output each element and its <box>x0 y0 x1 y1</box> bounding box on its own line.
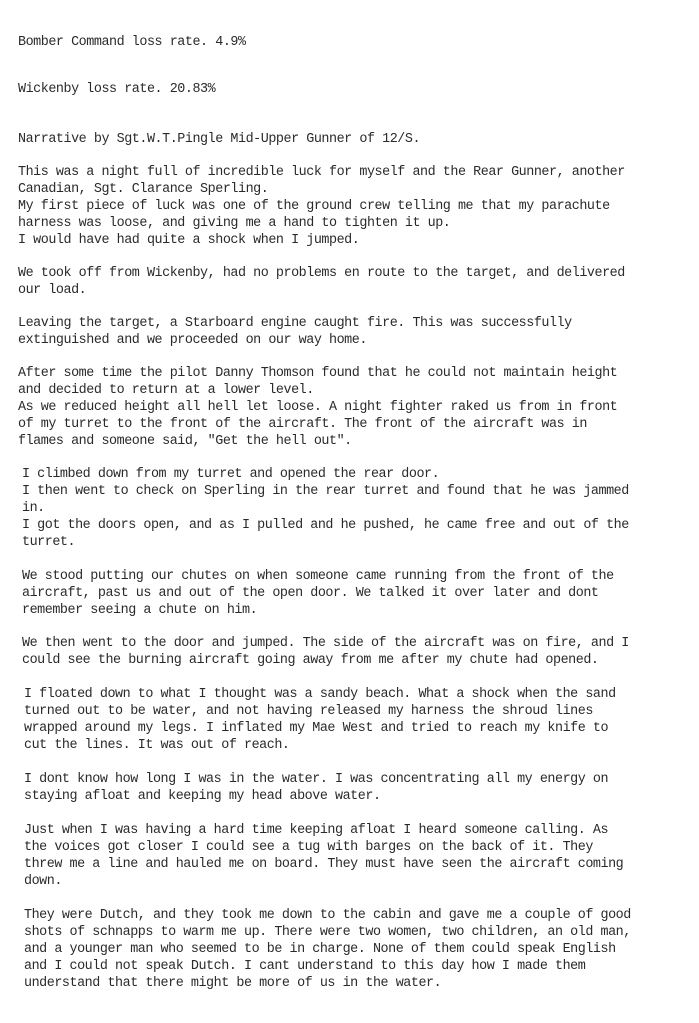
paragraph-5-line-5: turret. <box>22 535 76 550</box>
paragraph-11-line-3: and a younger man who seemed to be in charge. None of them could speak English <box>24 942 616 957</box>
paragraph-6-line-3: remember seeing a chute on him. <box>22 603 258 618</box>
bomber-command-loss-rate: Bomber Command loss rate. 4.9% <box>18 35 246 50</box>
paragraph-10-line-4: down. <box>24 874 62 889</box>
paragraph-2-line-1: We took off from Wickenby, had no problems en route to the target, and delivered <box>18 266 625 281</box>
paragraph-5-line-1: I climbed down from my turret and opened the rear door. <box>22 467 440 482</box>
paragraph-8-line-3: wrapped around my legs. I inflated my Mae West and tried to reach my knife to <box>24 721 609 736</box>
narrative-heading: Narrative by Sgt.W.T.Pingle Mid-Upper Gunner of 12/S. <box>18 132 421 147</box>
paragraph-5-line-2: I then went to check on Sperling in the rear turret and found that he was jammed <box>22 484 629 499</box>
wickenby-loss-rate: Wickenby loss rate. 20.83% <box>18 82 216 97</box>
paragraph-11-line-5: understand that there might be more of us in the water. <box>24 976 442 991</box>
paragraph-4-line-5: flames and someone said, "Get the hell out". <box>18 434 352 449</box>
paragraph-8-line-4: cut the lines. It was out of reach. <box>24 738 290 753</box>
paragraph-4-line-1: After some time the pilot Danny Thomson found that he could not maintain height <box>18 366 618 381</box>
paragraph-6-line-2: aircraft, past us and out of the open door. We talked it over later and dont <box>22 586 599 601</box>
paragraph-2-line-2: our load. <box>18 283 87 298</box>
paragraph-4-line-3: As we reduced height all hell let loose. A night fighter raked us from in front <box>18 400 618 415</box>
paragraph-10-line-2: the voices got closer I could see a tug with barges on the back of it. They <box>24 840 593 855</box>
paragraph-11-line-4: and I could not speak Dutch. I cant understand to this day how I made them <box>24 959 586 974</box>
paragraph-8-line-1: I floated down to what I thought was a sandy beach. What a shock when the sand <box>24 687 616 702</box>
paragraph-11-line-1: They were Dutch, and they took me down to the cabin and gave me a couple of good <box>24 908 631 923</box>
paragraph-1-line-5: I would have had quite a shock when I jumped. <box>18 233 360 248</box>
paragraph-4-line-4: of my turret to the front of the aircraft. The front of the aircraft was in <box>18 417 587 432</box>
paragraph-4-line-2: and decided to return at a lower level. <box>18 383 314 398</box>
paragraph-5-line-4: I got the doors open, and as I pulled and he pushed, he came free and out of the <box>22 518 629 533</box>
paragraph-3-line-1: Leaving the target, a Starboard engine caught fire. This was successfully <box>18 316 572 331</box>
paragraph-6-line-1: We stood putting our chutes on when someone came running from the front of the <box>22 569 614 584</box>
paragraph-1-line-3: My first piece of luck was one of the ground crew telling me that my parachute <box>18 199 610 214</box>
paragraph-7-line-1: We then went to the door and jumped. The side of the aircraft was on fire, and I <box>22 636 629 651</box>
paragraph-9-line-1: I dont know how long I was in the water. I was concentrating all my energy on <box>24 772 609 787</box>
paragraph-5-line-3: in. <box>22 501 45 516</box>
paragraph-3-line-2: extinguished and we proceeded on our way home. <box>18 333 367 348</box>
paragraph-1-line-1: This was a night full of incredible luck for myself and the Rear Gunner, another <box>18 165 625 180</box>
paragraph-7-line-2: could see the burning aircraft going away from me after my chute had opened. <box>22 653 599 668</box>
paragraph-9-line-2: staying afloat and keeping my head above water. <box>24 789 381 804</box>
paragraph-1-line-2: Canadian, Sgt. Clarance Sperling. <box>18 182 269 197</box>
paragraph-1-line-4: harness was loose, and giving me a hand to tighten it up. <box>18 216 451 231</box>
paragraph-8-line-2: turned out to be water, and not having released my harness the shroud lines <box>24 704 593 719</box>
paragraph-10-line-1: Just when I was having a hard time keeping afloat I heard someone calling. As <box>24 823 609 838</box>
paragraph-10-line-3: threw me a line and hauled me on board. They must have seen the aircraft coming <box>24 857 624 872</box>
paragraph-11-line-2: shots of schnapps to warm me up. There were two women, two children, an old man, <box>24 925 631 940</box>
